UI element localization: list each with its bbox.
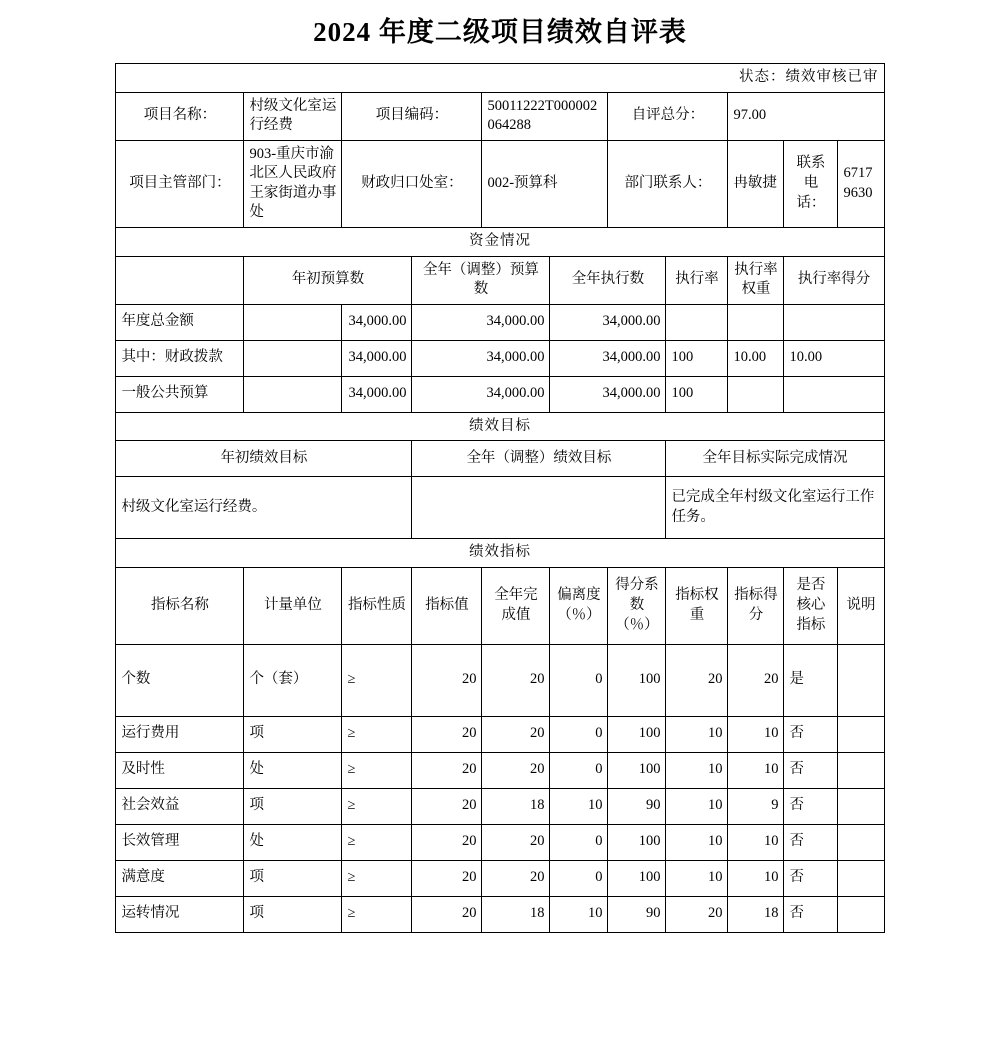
ind-header-actual: 全年完成值 [482, 567, 550, 644]
phone-value: 67179630 [838, 140, 884, 227]
ind-deviation: 0 [550, 644, 608, 716]
ind-nature: ≥ [342, 824, 412, 860]
ind-nature: ≥ [342, 860, 412, 896]
ind-score: 10 [728, 752, 784, 788]
ind-note [838, 644, 884, 716]
funds-row-blank [244, 304, 342, 340]
ind-header-nature: 指标性质 [342, 567, 412, 644]
ind-nature: ≥ [342, 644, 412, 716]
ind-deviation: 0 [550, 716, 608, 752]
ind-coefficient: 90 [608, 788, 666, 824]
page-title: 2024 年度二级项目绩效自评表 [313, 17, 687, 47]
funds-row-score [784, 376, 884, 412]
goals-header-actual: 全年目标实际完成情况 [666, 441, 884, 477]
ind-unit: 项 [244, 860, 342, 896]
ind-score: 10 [728, 860, 784, 896]
table-row [116, 304, 884, 340]
dept-value: 903-重庆市渝北区人民政府王家街道办事处 [244, 140, 342, 227]
status-badge: 状态：绩效审核已审 [116, 64, 884, 93]
ind-weight: 10 [666, 752, 728, 788]
funds-row-rate: 100 [666, 376, 728, 412]
performance-self-evaluation-table [115, 63, 884, 933]
dept-label: 项目主管部门： [116, 140, 244, 227]
table-row [116, 788, 884, 824]
ind-core: 否 [784, 860, 838, 896]
ind-note [838, 716, 884, 752]
funds-row-begin-budget: 34,000.00 [342, 340, 412, 376]
goals-header-adjusted: 全年（调整）绩效目标 [412, 441, 666, 477]
goals-header-begin: 年初绩效目标 [116, 441, 412, 477]
funds-row-begin-budget: 34,000.00 [342, 304, 412, 340]
self-score-value: 97.00 [728, 92, 884, 140]
ind-name: 运行费用 [116, 716, 244, 752]
ind-note [838, 788, 884, 824]
funds-header-rate: 执行率 [666, 256, 728, 304]
ind-coefficient: 100 [608, 752, 666, 788]
status-row [116, 64, 884, 93]
ind-coefficient: 100 [608, 860, 666, 896]
ind-name: 及时性 [116, 752, 244, 788]
ind-unit: 处 [244, 824, 342, 860]
ind-header-core: 是否核心指标 [784, 567, 838, 644]
ind-core: 否 [784, 896, 838, 932]
ind-nature: ≥ [342, 752, 412, 788]
ind-note [838, 860, 884, 896]
funds-row-score: 10.00 [784, 340, 884, 376]
ind-weight: 10 [666, 716, 728, 752]
ind-note [838, 896, 884, 932]
ind-nature: ≥ [342, 896, 412, 932]
ind-core: 否 [784, 788, 838, 824]
ind-target: 20 [412, 644, 482, 716]
funds-header-executed: 全年执行数 [550, 256, 666, 304]
ind-score: 20 [728, 644, 784, 716]
finance-office-label: 财政归口处室： [342, 140, 482, 227]
ind-note [838, 824, 884, 860]
table-row [116, 824, 884, 860]
project-code-value: 50011222T000002064288 [482, 92, 608, 140]
goals-section-title-row [116, 412, 884, 441]
funds-row-blank [244, 340, 342, 376]
table-row [116, 376, 884, 412]
ind-actual: 18 [482, 788, 550, 824]
table-row [116, 644, 884, 716]
ind-name: 长效管理 [116, 824, 244, 860]
ind-name: 社会效益 [116, 788, 244, 824]
ind-deviation: 0 [550, 752, 608, 788]
project-name-label: 项目名称： [116, 92, 244, 140]
ind-weight: 10 [666, 824, 728, 860]
indicators-header-row [116, 567, 884, 644]
ind-name: 运转情况 [116, 896, 244, 932]
ind-header-weight: 指标权重 [666, 567, 728, 644]
funds-row-rate: 100 [666, 340, 728, 376]
table-row [116, 860, 884, 896]
ind-actual: 20 [482, 716, 550, 752]
ind-name: 个数 [116, 644, 244, 716]
finance-office-value: 002-预算科 [482, 140, 608, 227]
ind-coefficient: 100 [608, 644, 666, 716]
ind-header-coefficient: 得分系数（％） [608, 567, 666, 644]
ind-header-deviation: 偏离度（％） [550, 567, 608, 644]
funds-row-blank [244, 376, 342, 412]
ind-target: 20 [412, 824, 482, 860]
funds-row-name: 一般公共预算 [116, 376, 244, 412]
goals-value-actual: 已完成全年村级文化室运行工作任务。 [666, 477, 884, 539]
ind-actual: 18 [482, 896, 550, 932]
project-code-label: 项目编码： [342, 92, 482, 140]
ind-unit: 项 [244, 896, 342, 932]
ind-core: 否 [784, 824, 838, 860]
funds-header-weight: 执行率权重 [728, 256, 784, 304]
ind-deviation: 10 [550, 788, 608, 824]
funds-row-weight: 10.00 [728, 340, 784, 376]
table-row [116, 716, 884, 752]
ind-score: 10 [728, 716, 784, 752]
table-row [116, 896, 884, 932]
funds-row-begin-budget: 34,000.00 [342, 376, 412, 412]
funds-header-blank [116, 256, 244, 304]
ind-unit: 处 [244, 752, 342, 788]
funds-row-executed: 34,000.00 [550, 376, 666, 412]
ind-coefficient: 100 [608, 716, 666, 752]
ind-target: 20 [412, 896, 482, 932]
project-info-row [116, 92, 884, 140]
ind-weight: 10 [666, 788, 728, 824]
document-page [0, 10, 1000, 933]
ind-actual: 20 [482, 824, 550, 860]
project-name-value: 村级文化室运行经费 [244, 92, 342, 140]
ind-nature: ≥ [342, 716, 412, 752]
ind-core: 否 [784, 752, 838, 788]
ind-actual: 20 [482, 644, 550, 716]
funds-row-rate [666, 304, 728, 340]
ind-header-score: 指标得分 [728, 567, 784, 644]
ind-coefficient: 90 [608, 896, 666, 932]
contact-value: 冉敏捷 [728, 140, 784, 227]
ind-weight: 20 [666, 896, 728, 932]
contact-label: 部门联系人： [608, 140, 728, 227]
ind-nature: ≥ [342, 788, 412, 824]
table-row [116, 752, 884, 788]
ind-unit: 项 [244, 716, 342, 752]
ind-deviation: 10 [550, 896, 608, 932]
table-row [116, 340, 884, 376]
ind-weight: 20 [666, 644, 728, 716]
goals-value-row [116, 477, 884, 539]
self-score-label: 自评总分： [608, 92, 728, 140]
goals-value-adjusted [412, 477, 666, 539]
ind-header-note: 说明 [838, 567, 884, 644]
goals-section-title: 绩效目标 [116, 412, 884, 441]
funds-section-title-row [116, 227, 884, 256]
ind-target: 20 [412, 788, 482, 824]
ind-coefficient: 100 [608, 824, 666, 860]
goals-value-begin: 村级文化室运行经费。 [116, 477, 412, 539]
phone-label: 联系电话： [784, 140, 838, 227]
funds-section-title: 资金情况 [116, 227, 884, 256]
ind-header-name: 指标名称 [116, 567, 244, 644]
funds-row-score [784, 304, 884, 340]
ind-target: 20 [412, 860, 482, 896]
ind-unit: 项 [244, 788, 342, 824]
ind-target: 20 [412, 716, 482, 752]
funds-header-adjusted-budget: 全年（调整）预算数 [412, 256, 550, 304]
ind-core: 是 [784, 644, 838, 716]
indicators-section-title-row [116, 539, 884, 568]
funds-header-begin-budget: 年初预算数 [244, 256, 412, 304]
ind-core: 否 [784, 716, 838, 752]
funds-row-adjusted-budget: 34,000.00 [412, 304, 550, 340]
department-info-row [116, 140, 884, 227]
ind-deviation: 0 [550, 860, 608, 896]
funds-row-adjusted-budget: 34,000.00 [412, 340, 550, 376]
funds-row-weight [728, 376, 784, 412]
ind-deviation: 0 [550, 824, 608, 860]
indicators-section-title: 绩效指标 [116, 539, 884, 568]
ind-actual: 20 [482, 860, 550, 896]
ind-note [838, 752, 884, 788]
ind-target: 20 [412, 752, 482, 788]
funds-row-name: 年度总金额 [116, 304, 244, 340]
funds-header-score: 执行率得分 [784, 256, 884, 304]
funds-row-executed: 34,000.00 [550, 304, 666, 340]
funds-row-weight [728, 304, 784, 340]
ind-score: 10 [728, 824, 784, 860]
funds-header-row [116, 256, 884, 304]
ind-score: 18 [728, 896, 784, 932]
ind-header-target: 指标值 [412, 567, 482, 644]
ind-actual: 20 [482, 752, 550, 788]
ind-name: 满意度 [116, 860, 244, 896]
funds-row-adjusted-budget: 34,000.00 [412, 376, 550, 412]
funds-row-executed: 34,000.00 [550, 340, 666, 376]
ind-weight: 10 [666, 860, 728, 896]
ind-unit: 个（套） [244, 644, 342, 716]
goals-header-row [116, 441, 884, 477]
ind-header-unit: 计量单位 [244, 567, 342, 644]
ind-score: 9 [728, 788, 784, 824]
funds-row-name: 其中：财政拨款 [116, 340, 244, 376]
